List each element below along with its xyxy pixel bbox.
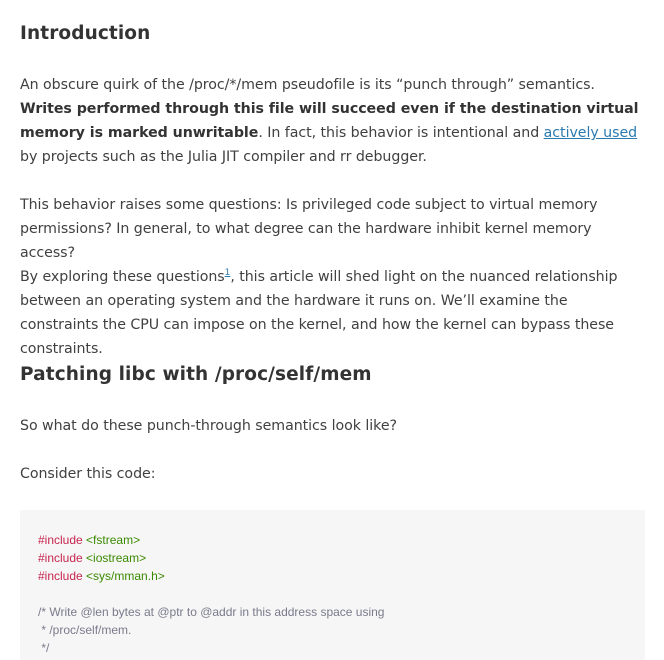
- footnote-link[interactable]: 1: [224, 268, 231, 278]
- code-comment-line-2: * /proc/self/mem.: [38, 623, 132, 637]
- include-iostream: <iostream>: [86, 551, 147, 565]
- include-fstream: <fstream>: [86, 533, 141, 547]
- intro-paragraph-3: [20, 265, 650, 361]
- code-comment-line-1: /* Write @len bytes at @ptr to @addr in this address space using: [38, 605, 385, 619]
- section2-paragraph-2: Consider this code:: [20, 466, 156, 482]
- intro-p1-text-c: by projects such as the Julia JIT compiler and rr debugger.: [20, 149, 427, 165]
- intro-p1-text-a: An obscure quirk of the /proc/*/mem pseudofile is its “punch through” semantics.: [20, 77, 595, 93]
- intro-p3-text-a: By exploring these questions: [20, 269, 225, 285]
- intro-paragraph-1: [20, 73, 650, 169]
- include-keyword: #include: [38, 533, 83, 547]
- include-sys-mman: <sys/mman.h>: [86, 569, 165, 583]
- heading-introduction: Introduction: [20, 23, 151, 44]
- intro-p1-text-b: . In fact, this behavior is intentional and: [258, 125, 544, 141]
- code-block: [20, 510, 645, 660]
- section2-paragraph-1: So what do these punch-through semantics look like?: [20, 418, 397, 434]
- include-keyword: #include: [38, 569, 83, 583]
- intro-p1-bold: Writes performed through this file will succeed even if the destination virtual memory is marked unwritable: [20, 101, 639, 141]
- heading-patching-libc: Patching libc with /proc/self/mem: [20, 364, 372, 385]
- actively-used-link[interactable]: actively used: [543, 125, 638, 141]
- code-content: [20, 510, 645, 657]
- code-comment-line-3: */: [38, 641, 50, 655]
- include-keyword: #include: [38, 551, 83, 565]
- intro-paragraph-2: This behavior raises some questions: Is privileged code subject to virtual memory permissions? In general, to what degree can the hardware inhibit kernel memory access?: [20, 197, 598, 261]
- intro-p3-text-b: , this article will shed light on the nuanced relationship between an operating system and the hardware it runs on. We’ll examine the constraints the CPU can impose on the kernel, and how the kernel can bypass these constraints.: [20, 269, 618, 357]
